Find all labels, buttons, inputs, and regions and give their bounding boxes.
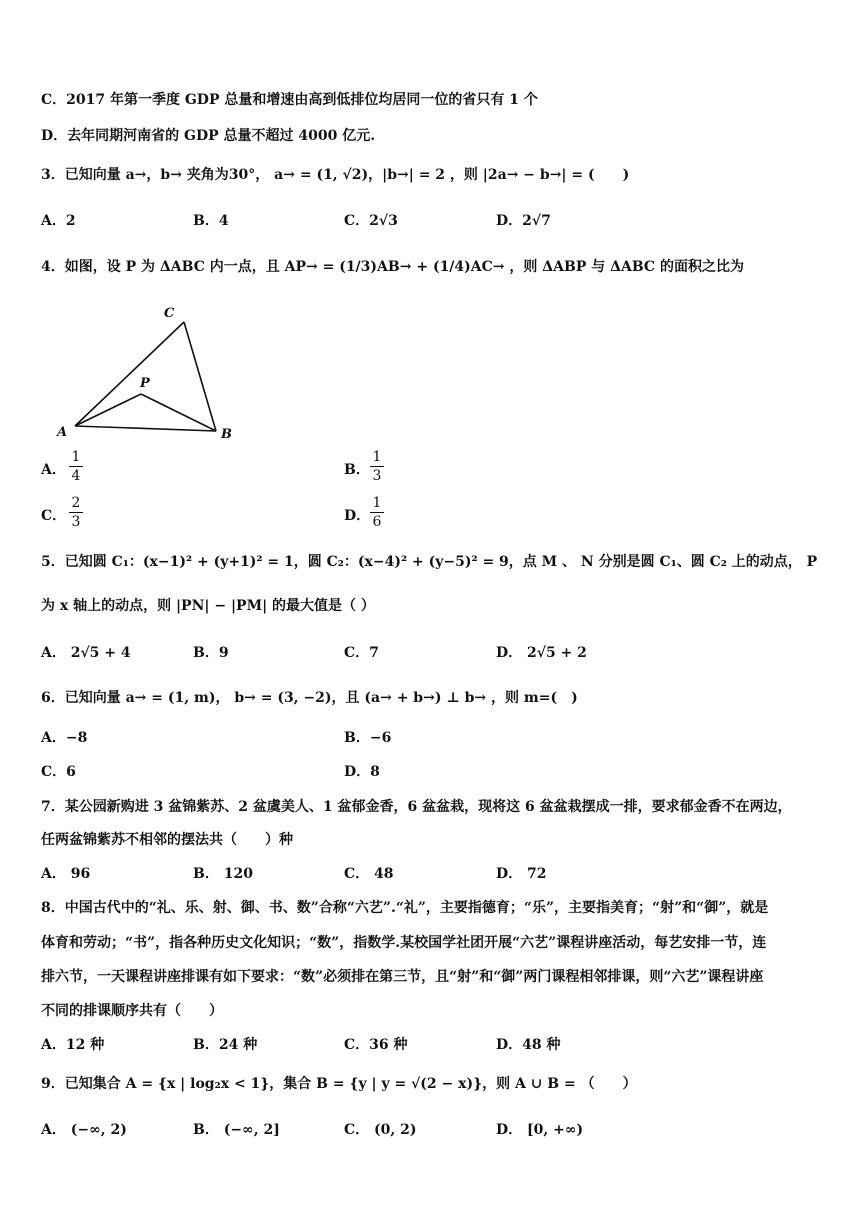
triangle-figure: [50, 300, 250, 445]
q5-stem-line1: 5．已知圆 C₁：(x−1)² + (y+1)² = 1，圆 C₂：(x−4)² + (y−5)² = 9，点 M 、 N 分别是圆 C₁、圆 C₂ 上的动点， P: [41, 554, 818, 570]
q7-option-d: D． 72: [496, 866, 547, 882]
q8-option-b: B．24 种: [193, 1037, 258, 1053]
q9-option-a: A． (−∞, 2): [41, 1122, 127, 1138]
q7-stem-line1: 7．某公园新购进 3 盆锦紫苏、2 盆虞美人、1 盆郁金香，6 盆盆栽，现将这 6 盆盆栽摆成一排，要求郁金香不在两边，: [41, 799, 792, 815]
q6-option-d: D．8: [344, 764, 380, 780]
q7-option-c: C． 48: [344, 866, 394, 882]
q3-option-d: D．2√7: [496, 213, 551, 229]
q7-stem-line2: 任两盆锦紫苏不相邻的摆法共（ ）种: [41, 832, 293, 848]
q8-stem-line4: 不同的排课顺序共有（ ）: [41, 1003, 223, 1019]
q8-option-a: A．12 种: [41, 1037, 105, 1053]
q6-option-c: C．6: [41, 764, 76, 780]
q2-option-c: C．2017 年第一季度 GDP 总量和增速由高到低排位均居同一位的省只有 1 个: [41, 92, 538, 108]
q4-option-a-label: A．: [41, 462, 66, 478]
q4-option-b-label: B．: [344, 462, 370, 478]
vertex-label-p: P: [140, 376, 150, 391]
q5-option-c: C．7: [344, 645, 379, 661]
q7-option-b: B． 120: [193, 866, 253, 882]
q6-option-b: B．−6: [344, 730, 392, 746]
q4-option-c-fraction: 2 3: [69, 495, 83, 530]
q8-stem-line3: 排六节，一天课程讲座排课有如下要求：“数”必须排在第三节，且“射”和“御”两门课程相邻排课，则“六艺”课程讲座: [41, 969, 764, 985]
q4-option-a-fraction: 1 4: [69, 449, 83, 484]
edge-pb: [141, 394, 216, 431]
q4-option-d-fraction: 1 6: [370, 495, 384, 530]
q3-option-b: B．4: [193, 213, 229, 229]
q5-stem-line2: 为 x 轴上的动点，则 |PN| − |PM| 的最大值是（ ）: [41, 598, 375, 614]
q7-option-a: A． 96: [41, 866, 91, 882]
q4-option-d-label: D．: [344, 508, 371, 524]
edge-ap: [75, 394, 141, 426]
edge-ac: [75, 322, 184, 426]
q9-option-c: C． (0, 2): [344, 1122, 417, 1138]
q6-stem: 6．已知向量 a→ = (1, m)， b→ = (3, −2)，且 (a→ + b→) ⊥ b→ ，则 m=( ): [41, 690, 578, 706]
q8-option-c: C．36 种: [344, 1037, 408, 1053]
q8-option-d: D．48 种: [496, 1037, 561, 1053]
q3-option-a: A．2: [41, 213, 76, 229]
edge-cb: [184, 322, 216, 431]
q8-stem-line2: 体育和劳动；“书”，指各种历史文化知识；“数”，指数学.某校国学社团开展“六艺”课程讲座活动，每艺安排一节，连: [41, 935, 767, 951]
q3-option-c: C．2√3: [344, 213, 398, 229]
q5-option-a: A． 2√5 + 4: [41, 645, 131, 661]
edge-ab: [75, 426, 216, 431]
q9-option-b: B． (−∞, 2]: [193, 1122, 280, 1138]
vertex-label-c: C: [164, 306, 175, 321]
q5-option-b: B．9: [193, 645, 229, 661]
q9-stem: 9．已知集合 A = {x | log₂x < 1}，集合 B = {y | y = √(2 − x)}，则 A ∪ B = （ ）: [41, 1076, 637, 1092]
q2-option-d: D．去年同期河南省的 GDP 总量不超过 4000 亿元.: [41, 128, 376, 144]
q3-stem: 3．已知向量 a→，b→ 夹角为30°， a→ = (1, √2)，|b→| = 2 ，则 |2a→ − b→| = ( ): [41, 167, 630, 183]
vertex-label-a: A: [57, 425, 68, 440]
q4-option-c-label: C．: [41, 508, 67, 524]
q8-stem-line1: 8．中国古代中的“礼、乐、射、御、书、数”合称“六艺”.“礼”，主要指德育；“乐”，主要指美育；“射”和“御”，就是: [41, 900, 769, 916]
q6-option-a: A．−8: [41, 730, 88, 746]
q9-option-d: D． [0, +∞): [496, 1122, 584, 1138]
vertex-label-b: B: [221, 427, 232, 442]
q4-option-b-fraction: 1 3: [370, 449, 384, 484]
q4-stem: 4．如图，设 P 为 ΔABC 内一点，且 AP→ = (1/3)AB→ + (1/4)AC→ ，则 ΔABP 与 ΔABC 的面积之比为: [41, 259, 744, 275]
q5-option-d: D． 2√5 + 2: [496, 645, 587, 661]
